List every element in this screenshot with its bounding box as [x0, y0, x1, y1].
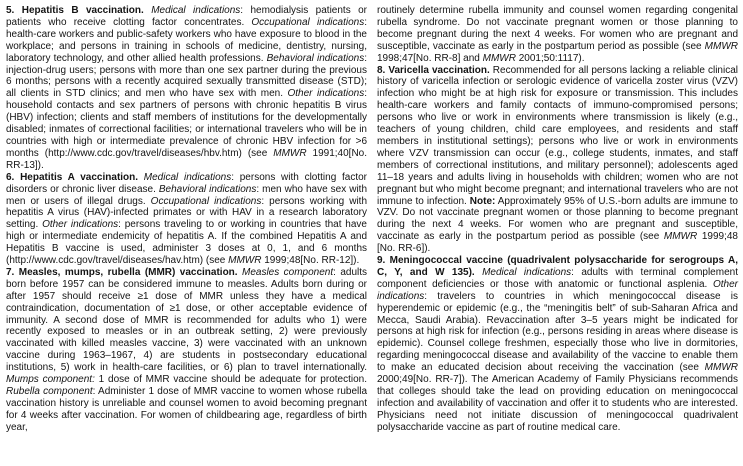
italic-run: MMWR — [704, 40, 738, 52]
bold-run: 7. Measles, mumps, rubella (MMR) vaccination. — [6, 266, 242, 278]
text-run: 2000;49[No. RR-7]). The American Academy of Family Physicians recommends that colleges should take the lead on providing education on meningococcal infection and availability of vaccination and offer it to students who are interested. Physicians need not initiate discussion of meningococcal quadrivalent polysaccharide vaccine as part of routine medical care. — [377, 374, 738, 433]
text-run: Recommended for all persons lacking a reliable clinical history of varicella infection or serologic evidence of varicella zoster virus (VZV) infection who might be at high risk for exposure or transmission. This includes health-care workers and family contacts of immuno-compromised persons; persons who live or work in environments where transmission is likely (e.g., teachers of young children, child care employees, and residents and staff members in institutional settings); persons who live or work in environments where VZV transmission can occur (e.g., college students, inmates, and staff members of correctional institutions, and military personnel); adolescents aged 11–18 years and adults living in households with children; women who are not pregnant but who might become pregnant; and international travelers who are not immune to infection. — [377, 64, 738, 207]
paragraph-left-1 — [6, 5, 367, 172]
italic-run: Medical indications — [482, 266, 572, 278]
text-run: 1999;48 [No. RR-6]). — [377, 231, 738, 255]
italic-run: Medical indications — [151, 5, 241, 16]
italic-run: Medical indications — [143, 171, 232, 183]
italic-run: Other indications — [377, 278, 738, 302]
italic-run: Measles component — [241, 266, 334, 278]
paragraph-left-2 — [6, 172, 367, 267]
paragraph-right-1 — [377, 5, 738, 65]
bold-run: 5. Hepatitis B vaccination. — [6, 5, 152, 16]
bold-run: 6. Hepatitis A vaccination. — [6, 171, 144, 183]
italic-run: MMWR — [704, 362, 738, 374]
paragraph-right-2 — [377, 65, 738, 256]
italic-run: Behavioral indications — [266, 52, 365, 64]
text-run: : Administer 1 dose of MMR vaccine to women whose rubella vaccination history is unreliable and counsel women to avoid becoming pregnant for 4 weeks after vaccination. For women of childbearing age, regardless of birth year, — [6, 386, 368, 433]
text-run: Approximately 95% of U.S.-born adults are immune to VZV. Do not vaccinate pregnant women or those planning to become pregnant during the next 4 weeks. For women who are pregnant and susceptible, vaccinate as early in the postpartum period as possible (see — [377, 195, 738, 243]
text-run: 1998;47[No. RR-8] and — [377, 52, 483, 64]
italic-run: Occupational indications — [251, 16, 365, 28]
text-run: : adults with terminal complement component deficiencies or those with anatomic or functional asplenia. — [377, 266, 738, 290]
italic-run: MMWR — [482, 52, 516, 64]
text-run: : travelers to countries in which meningococcal disease is hyperendemic or epidemic (e.g., the “meningitis belt” of sub-Saharan Africa and Mecca, Saudi Arabia). Revaccination after 3–5 years might be indicated for persons at high risk for infection (e.g., persons residing in areas where disease is epidemic). Counsel college freshmen, especially those who live in dormitories, regarding meningococcal disease and availability of the vaccine to enable them to make an educated decision about receiving the vaccination (see — [377, 290, 738, 374]
italic-run: Rubella component — [6, 386, 93, 397]
italic-run: Mumps component: — [6, 374, 95, 386]
italic-run: MMWR — [663, 231, 698, 243]
text-run: 1991;40[No. RR-13]). — [6, 147, 368, 171]
text-run: : persons traveling to or working in countries that have high or intermediate endemicity of hepatitis A. If the combined Hepatitis A and Hepatitis B vaccine is used, administer 3 doses at 0, 1, and 6 months (http://www.cdc.gov/travel/diseases/hav.htm) (see — [6, 219, 367, 267]
bold-run: 8. Varicella vaccination. — [377, 64, 490, 76]
text-run: : adults born before 1957 can be considered immune to measles. Adults born during or after 1957 should receive ≥1 dose of MMR unless they have a medical contraindication, documentation of ≥1 dose, or other acceptable evidence of immunity. A second dose of MMR is recommended for adults who 1) were recently exposed to measles or in an outbreak setting, 2) were previously vaccinated with killed measles vaccine, 3) were vaccinated with an unknown vaccine during 1963–1967, 4) are students in postsecondary educational institutions, 5) work in health-care facilities, or 6) plan to travel internationally. — [6, 266, 368, 374]
text-run: : persons with clotting factor disorders or chronic liver disease. — [6, 171, 367, 195]
italic-run: Other indications — [42, 219, 119, 231]
text-run: routinely determine rubella immunity and counsel women regarding congenital rubella syndrome. Do not vaccinate pregnant women or those planning to become pregnant during the next 4 weeks. For women who are pregnant and susceptible, vaccinate as early in the postpartum period as possible (see — [377, 5, 738, 52]
italic-run: Occupational indications — [150, 195, 262, 207]
italic-run: MMWR — [228, 255, 262, 267]
text-run: : injection-drug users; persons with more than one sex partner during the previous 6 months; persons with a recently acquired sexually transmitted disease (STD); all clients in STD clinics; and men who have sex with men. — [6, 52, 367, 100]
text-run: 1 dose of MMR vaccine should be adequate for protection. — [94, 374, 367, 386]
italic-run: MMWR — [273, 147, 307, 159]
italic-run: Other indications — [287, 88, 365, 100]
text-run: : health-care workers and public-safety workers who have exposure to blood in the workplace; and persons in training in schools of medicine, dentistry, nursing, laboratory technology, and other allied health professions. — [6, 16, 367, 64]
paragraph-left-3 — [6, 267, 367, 434]
text-run: : hemodialysis patients or patients who receive clotting factor concentrates. — [6, 5, 367, 28]
text-column-right — [377, 5, 738, 434]
text-run: 1999;48[No. RR-12]). — [261, 255, 360, 267]
text-run: 2001;50:1117). — [515, 52, 585, 64]
text-column-left — [6, 5, 367, 434]
bold-run: Note: — [469, 195, 496, 207]
paragraph-right-3 — [377, 255, 738, 434]
text-run: : persons working with hepatitis A virus (HAV)-infected primates or with HAV in a research laboratory setting. — [6, 195, 368, 231]
text-run: : men who have sex with men or users of illegal drugs. — [6, 183, 368, 207]
text-run: : household contacts and sex partners of persons with chronic hepatitis B virus (HBV) infection; clients and staff members of institutions for the developmentally disabled; inmates of correctional facilities; or international travelers who will be in countries with high or intermediate prevalence of chronic HBV infection for >6 months (http://www.cdc.gov/travel/diseases/hbv.htm) (see — [6, 88, 367, 159]
italic-run: Behavioral indications — [158, 183, 257, 195]
bold-run: 9. Meningococcal vaccine (quadrivalent polysaccharide for serogroups A, C, Y, and W 135). — [377, 255, 738, 278]
